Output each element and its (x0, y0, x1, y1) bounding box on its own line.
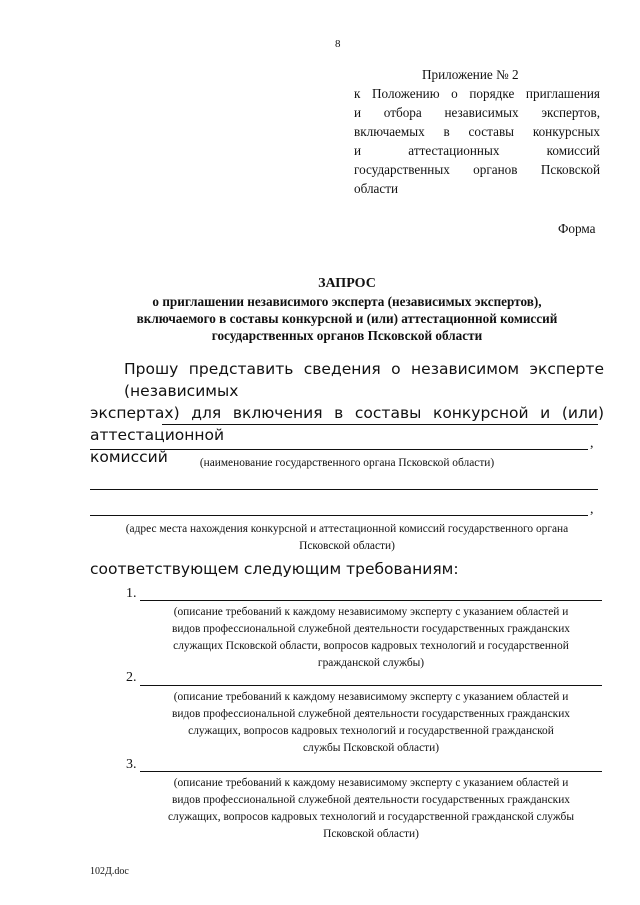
requirement-caption (140, 604, 602, 672)
requirement-caption-line: служащих, вопросов кадровых технологий и государственной гражданской службы (167, 811, 574, 823)
requirement-caption-line: служащих, вопросов кадровых технологий и государственной гражданской (188, 725, 554, 737)
requirement-caption-line: служащих Псковской области, вопросов кадровых технологий и государственной (173, 640, 569, 652)
heading-line: о приглашении независимого эксперта (независимых экспертов), (152, 294, 542, 309)
requirement-caption-line: Псковской области) (323, 828, 419, 840)
appendix-line: государственных органов Псковской (354, 162, 600, 177)
requirement-fill-line[interactable] (140, 771, 602, 772)
intro-line: Прошу представить сведения о независимом эксперте (независимых (124, 360, 604, 400)
footer-filename: 102Д.doc (90, 866, 129, 877)
requirement-caption-line: видов профессиональной служебной деятельности государственных гражданских (171, 708, 570, 720)
heading-line: государственных органов Псковской области (211, 328, 483, 343)
address-caption (88, 521, 606, 555)
requirement-caption (140, 689, 602, 757)
intro-paragraph (90, 358, 604, 468)
requirement-number: 2. (126, 670, 137, 685)
requirement-number: 3. (126, 757, 137, 772)
organ-fill-line[interactable] (90, 449, 588, 450)
address-fill-line[interactable] (90, 489, 598, 490)
requirement-caption-line: видов профессиональной служебной деятельности государственных гражданских (171, 794, 570, 806)
requirement-number: 1. (126, 586, 137, 601)
heading-line: включаемого в составы конкурсной и (или) аттестационной комиссий (136, 311, 558, 326)
requirement-fill-line[interactable] (140, 685, 602, 686)
appendix-line: и отбора независимых экспертов, (354, 105, 600, 120)
requirement-caption (140, 775, 602, 843)
requirement-caption-line: (описание требований к каждому независимому эксперту с указанием областей и (173, 691, 569, 703)
intro-line: экспертах) для включения в составы конкурсной и (или) аттестационной (90, 404, 604, 444)
comma: , (590, 436, 594, 451)
form-label: Форма (558, 221, 596, 236)
intro-line: комиссий (90, 448, 168, 466)
appendix-line: включаемых в составы конкурсных (354, 124, 600, 139)
requirement-fill-line[interactable] (140, 600, 602, 601)
address-caption-line: Псковской области) (299, 540, 395, 552)
organ-fill-line[interactable] (162, 424, 598, 425)
appendix-line: области (354, 181, 399, 196)
address-fill-line[interactable] (90, 515, 588, 516)
requirement-caption-line: службы Псковской области) (302, 742, 440, 754)
organ-caption: (наименование государственного органа Псковской области) (199, 457, 495, 469)
appendix-line: и аттестационных комиссий (354, 143, 600, 158)
document-heading (90, 275, 604, 344)
heading-title: ЗАПРОС (318, 276, 376, 291)
comma: , (590, 502, 594, 517)
address-caption-line: (адрес места нахождения конкурсной и аттестационной комиссий государственного органа (125, 523, 569, 535)
requirement-caption-line: (описание требований к каждому независимому эксперту с указанием областей и (173, 606, 569, 618)
appendix-title: Приложение № 2 (422, 67, 519, 82)
requirement-caption-line: гражданской службы) (317, 657, 425, 669)
appendix-block (354, 65, 600, 198)
requirement-caption-line: (описание требований к каждому независимому эксперту с указанием областей и (173, 777, 569, 789)
appendix-line: к Положению о порядке приглашения (354, 86, 600, 101)
page-number: 8 (335, 38, 341, 50)
requirement-caption-line: видов профессиональной служебной деятельности государственных гражданских (171, 623, 570, 635)
requirements-intro: соответствующем следующим требованиям: (90, 560, 459, 578)
